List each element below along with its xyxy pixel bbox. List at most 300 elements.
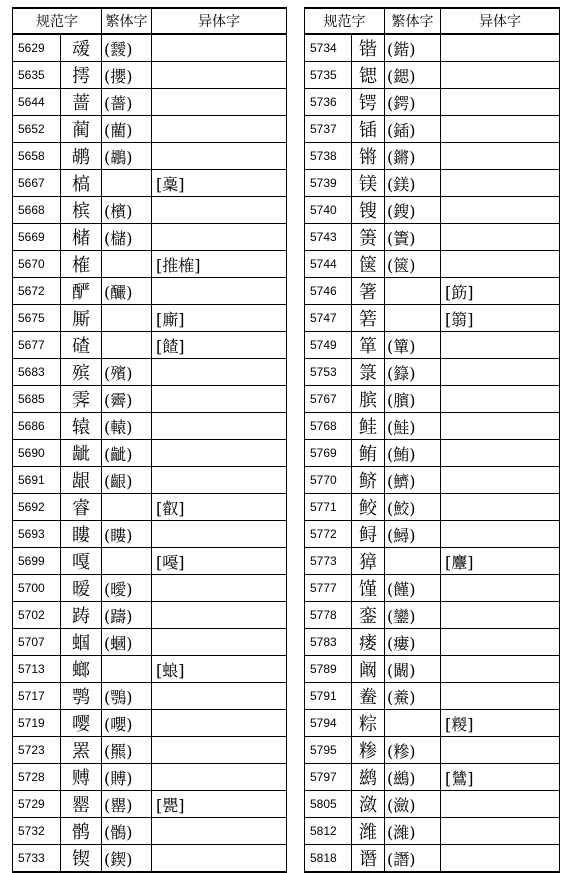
traditional-char: (釅) [102, 278, 152, 305]
variant-char [441, 683, 560, 710]
traditional-char: (殯) [102, 359, 152, 386]
traditional-char: (鏘) [385, 143, 441, 170]
table-row [305, 89, 560, 116]
table-row [13, 251, 287, 278]
variant-char [441, 197, 560, 224]
entry-number: 5686 [13, 413, 61, 440]
variant-char [441, 143, 560, 170]
entry-number: 5769 [305, 440, 352, 467]
entry-number: 5677 [13, 332, 61, 359]
traditional-char: (羆) [102, 737, 152, 764]
entry-number: 5728 [13, 764, 61, 791]
table-row [305, 683, 560, 710]
table-row [305, 440, 560, 467]
traditional-char: (鶘) [102, 143, 152, 170]
variant-char [441, 575, 560, 602]
variant-char [441, 629, 560, 656]
traditional-char: (鯗) [385, 683, 441, 710]
entry-number: 5777 [305, 575, 352, 602]
traditional-char [385, 710, 441, 737]
traditional-char: (瀲) [385, 791, 441, 818]
entry-number: 5791 [305, 683, 352, 710]
variant-char [441, 521, 560, 548]
traditional-char: (鶻) [102, 818, 152, 845]
standard-char: 踌 [61, 602, 102, 629]
entry-number: 5652 [13, 116, 61, 143]
table-row [305, 602, 560, 629]
standard-char: 暧 [61, 575, 102, 602]
table-row [13, 656, 287, 683]
traditional-char: (鎪) [385, 197, 441, 224]
variant-char: [筯] [441, 278, 560, 305]
entry-number: 5690 [13, 440, 61, 467]
entry-number: 5668 [13, 197, 61, 224]
entry-number: 5794 [305, 710, 352, 737]
traditional-char: (轅) [102, 413, 152, 440]
entry-number: 5672 [13, 278, 61, 305]
table-row [305, 548, 560, 575]
standard-char: 厮 [61, 305, 102, 332]
right-table [304, 7, 560, 873]
entry-number: 5789 [305, 656, 352, 683]
traditional-char [102, 332, 152, 359]
variant-char [441, 170, 560, 197]
entry-number: 5669 [13, 224, 61, 251]
variant-char [152, 818, 287, 845]
table-row [13, 521, 287, 548]
table-row [305, 629, 560, 656]
variant-char [152, 386, 287, 413]
entry-number: 5767 [305, 386, 352, 413]
entry-number: 5743 [305, 224, 352, 251]
table-row [305, 305, 560, 332]
variant-char [152, 143, 287, 170]
standard-char: 锼 [352, 197, 385, 224]
table-row [13, 116, 287, 143]
standard-char: 潋 [352, 791, 385, 818]
traditional-char [385, 278, 441, 305]
standard-char: 罂 [61, 791, 102, 818]
variant-char: [鷥] [441, 764, 560, 791]
entry-number: 5736 [305, 89, 352, 116]
header-traditional: 繁体字 [385, 8, 441, 34]
variant-char: [稾] [152, 170, 287, 197]
traditional-char: (鍔) [385, 89, 441, 116]
entry-number: 5812 [305, 818, 352, 845]
header-standard: 规范字 [305, 8, 385, 34]
traditional-char: (鱭) [385, 467, 441, 494]
traditional-char: (簀) [385, 224, 441, 251]
table-row [305, 62, 560, 89]
table-row [13, 89, 287, 116]
standard-char: 鹗 [61, 683, 102, 710]
traditional-char: (鱘) [385, 521, 441, 548]
traditional-char: (鑾) [385, 602, 441, 629]
traditional-char: (攖) [102, 62, 152, 89]
standard-char: 殡 [61, 359, 102, 386]
standard-char: 龈 [61, 467, 102, 494]
table-row [13, 548, 287, 575]
table-row [305, 34, 560, 62]
entry-number: 5717 [13, 683, 61, 710]
variant-char: [嘠] [152, 548, 287, 575]
table-row [305, 224, 560, 251]
standard-char: 鲚 [352, 467, 385, 494]
variant-char: [叡] [152, 494, 287, 521]
traditional-char: (闞) [385, 656, 441, 683]
traditional-char: (曖) [102, 575, 152, 602]
traditional-char: (靉) [102, 34, 152, 62]
traditional-char: (鎂) [385, 170, 441, 197]
variant-char [441, 224, 560, 251]
table-row [305, 575, 560, 602]
variant-char [441, 251, 560, 278]
variant-char [441, 62, 560, 89]
entry-number: 5732 [13, 818, 61, 845]
table-row [13, 575, 287, 602]
variant-char [441, 467, 560, 494]
standard-char: 嘤 [61, 710, 102, 737]
entry-number: 5747 [305, 305, 352, 332]
variant-char [152, 89, 287, 116]
variant-char: [麞] [441, 548, 560, 575]
table-row [305, 494, 560, 521]
table-row [13, 629, 287, 656]
table-row [305, 413, 560, 440]
standard-char: 箪 [352, 332, 385, 359]
header-row [305, 8, 560, 34]
table-row [13, 791, 287, 818]
traditional-char: (齜) [102, 440, 152, 467]
standard-char: 睿 [61, 494, 102, 521]
variant-char: [廝] [152, 305, 287, 332]
traditional-char: (鮫) [385, 494, 441, 521]
traditional-char: (鍥) [102, 845, 152, 873]
standard-char: 鹚 [352, 764, 385, 791]
table-row [13, 467, 287, 494]
standard-char: 螂 [61, 656, 102, 683]
variant-char: [餷] [152, 332, 287, 359]
entry-number: 5702 [13, 602, 61, 629]
entry-number: 5740 [305, 197, 352, 224]
entry-number: 5683 [13, 359, 61, 386]
variant-char [152, 224, 287, 251]
standard-char: 膑 [352, 386, 385, 413]
standard-char: 箧 [352, 251, 385, 278]
standard-char: 箬 [352, 305, 385, 332]
standard-char: 锸 [352, 116, 385, 143]
variant-char [441, 656, 560, 683]
entry-number: 5783 [305, 629, 352, 656]
standard-char: 鹕 [61, 143, 102, 170]
standard-char: 镁 [352, 170, 385, 197]
standard-char: 瞜 [61, 521, 102, 548]
standard-char: 霁 [61, 386, 102, 413]
table-row [13, 305, 287, 332]
entry-number: 5734 [305, 34, 352, 62]
variant-char [152, 602, 287, 629]
variant-char [441, 89, 560, 116]
standard-char: 辕 [61, 413, 102, 440]
left-table-body [13, 34, 287, 872]
traditional-char: (篋) [385, 251, 441, 278]
traditional-char: (賻) [102, 764, 152, 791]
standard-char: 锶 [352, 62, 385, 89]
standard-char: 嘎 [61, 548, 102, 575]
table-row [305, 845, 560, 873]
variant-char [152, 521, 287, 548]
entry-number: 5768 [305, 413, 352, 440]
standard-char: 鲞 [352, 683, 385, 710]
variant-char [441, 791, 560, 818]
variant-char [441, 602, 560, 629]
left-table [12, 7, 287, 873]
standard-char: 鲑 [352, 413, 385, 440]
standard-char: 碴 [61, 332, 102, 359]
table-row [13, 413, 287, 440]
header-variant: 异体字 [441, 8, 560, 34]
table-row [13, 34, 287, 62]
traditional-char: (藺) [102, 116, 152, 143]
standard-char: 酽 [61, 278, 102, 305]
table-row [13, 764, 287, 791]
entry-number: 5795 [305, 737, 352, 764]
table-row [13, 818, 287, 845]
variant-char [152, 413, 287, 440]
entry-number: 5771 [305, 494, 352, 521]
table-row [305, 764, 560, 791]
entry-number: 5778 [305, 602, 352, 629]
traditional-char: (臏) [385, 386, 441, 413]
entry-number: 5723 [13, 737, 61, 764]
standard-char: 銮 [352, 602, 385, 629]
standard-char: 鲛 [352, 494, 385, 521]
entry-number: 5805 [305, 791, 352, 818]
entry-number: 5691 [13, 467, 61, 494]
table-row [305, 737, 560, 764]
traditional-char: (嚶) [102, 710, 152, 737]
entry-number: 5746 [305, 278, 352, 305]
traditional-char [102, 305, 152, 332]
entry-number: 5629 [13, 34, 61, 62]
table-row [305, 791, 560, 818]
traditional-char [385, 305, 441, 332]
standard-char: 槠 [61, 224, 102, 251]
standard-char: 鲔 [352, 440, 385, 467]
standard-char: 槁 [61, 170, 102, 197]
entry-number: 5753 [305, 359, 352, 386]
standard-char: 蝈 [61, 629, 102, 656]
table-row [13, 197, 287, 224]
entry-number: 5685 [13, 386, 61, 413]
traditional-char: (糝) [385, 737, 441, 764]
variant-char [441, 494, 560, 521]
entry-number: 5692 [13, 494, 61, 521]
variant-char [441, 737, 560, 764]
traditional-char: (饉) [385, 575, 441, 602]
right-table-body [305, 34, 560, 872]
variant-char [152, 629, 287, 656]
entry-number: 5744 [305, 251, 352, 278]
entry-number: 5770 [305, 467, 352, 494]
variant-char [152, 575, 287, 602]
standard-char: 箦 [352, 224, 385, 251]
variant-char [152, 683, 287, 710]
traditional-char: (蟈) [102, 629, 152, 656]
traditional-char [102, 656, 152, 683]
variant-char [441, 818, 560, 845]
table-row [305, 251, 560, 278]
table-row [13, 359, 287, 386]
table-row [305, 278, 560, 305]
traditional-char: (齦) [102, 467, 152, 494]
entry-number: 5749 [305, 332, 352, 359]
table-row [305, 818, 560, 845]
variant-char [441, 845, 560, 873]
entry-number: 5644 [13, 89, 61, 116]
traditional-char: (簞) [385, 332, 441, 359]
table-row [13, 332, 287, 359]
standard-char: 潍 [352, 818, 385, 845]
standard-char: 锲 [61, 845, 102, 873]
entry-number: 5658 [13, 143, 61, 170]
traditional-char: (譖) [385, 845, 441, 873]
entry-number: 5739 [305, 170, 352, 197]
standard-char: 叆 [61, 34, 102, 62]
table-row [13, 494, 287, 521]
table-row [305, 332, 560, 359]
traditional-char: (籙) [385, 359, 441, 386]
standard-char: 粽 [352, 710, 385, 737]
standard-char: 馑 [352, 575, 385, 602]
variant-char [152, 737, 287, 764]
entry-number: 5738 [305, 143, 352, 170]
header-row [13, 8, 287, 34]
variant-char: [甖] [152, 791, 287, 818]
entry-number: 5667 [13, 170, 61, 197]
traditional-char: (霽) [102, 386, 152, 413]
traditional-char: (瞜) [102, 521, 152, 548]
entry-number: 5719 [13, 710, 61, 737]
entry-number: 5729 [13, 791, 61, 818]
table-row [13, 602, 287, 629]
traditional-char: (鷀) [385, 764, 441, 791]
traditional-char: (躊) [102, 602, 152, 629]
table-row [305, 170, 560, 197]
traditional-char: (檳) [102, 197, 152, 224]
standard-char: 鲟 [352, 521, 385, 548]
traditional-char [385, 548, 441, 575]
table-row [13, 62, 287, 89]
variant-char: [篛] [441, 305, 560, 332]
variant-char [152, 845, 287, 873]
standard-char: 瘘 [352, 629, 385, 656]
entry-number: 5700 [13, 575, 61, 602]
entry-number: 5713 [13, 656, 61, 683]
standard-char: 锵 [352, 143, 385, 170]
table-row [13, 845, 287, 873]
standard-char: 蔺 [61, 116, 102, 143]
header-traditional: 繁体字 [102, 8, 152, 34]
table-row [305, 467, 560, 494]
entry-number: 5675 [13, 305, 61, 332]
header-variant: 异体字 [152, 8, 287, 34]
table-row [305, 521, 560, 548]
entry-number: 5818 [305, 845, 352, 873]
entry-number: 5707 [13, 629, 61, 656]
traditional-char [102, 170, 152, 197]
entry-number: 5699 [13, 548, 61, 575]
variant-char [441, 359, 560, 386]
traditional-char: (罌) [102, 791, 152, 818]
entry-number: 5693 [13, 521, 61, 548]
traditional-char: (鍇) [385, 34, 441, 62]
table-row [13, 143, 287, 170]
variant-char [152, 62, 287, 89]
table-row [305, 116, 560, 143]
traditional-char: (鶚) [102, 683, 152, 710]
entry-number: 5735 [305, 62, 352, 89]
table-row [13, 170, 287, 197]
standard-char: 蔷 [61, 89, 102, 116]
traditional-char [102, 494, 152, 521]
traditional-char: (鍤) [385, 116, 441, 143]
variant-char: [推榷] [152, 251, 287, 278]
traditional-char [102, 251, 152, 278]
header-standard: 规范字 [13, 8, 102, 34]
entry-number: 5772 [305, 521, 352, 548]
standard-char: 獐 [352, 548, 385, 575]
variant-char [441, 34, 560, 62]
variant-char [152, 116, 287, 143]
variant-char [152, 359, 287, 386]
variant-char [152, 764, 287, 791]
table-row [13, 737, 287, 764]
variant-char: [蜋] [152, 656, 287, 683]
table-row [305, 359, 560, 386]
standard-char: 箓 [352, 359, 385, 386]
traditional-char: (鮭) [385, 413, 441, 440]
table-row [13, 386, 287, 413]
entry-number: 5737 [305, 116, 352, 143]
standard-char: 锴 [352, 34, 385, 62]
table-row [13, 278, 287, 305]
variant-char [441, 332, 560, 359]
variant-char [441, 116, 560, 143]
table-row [13, 224, 287, 251]
standard-char: 箸 [352, 278, 385, 305]
table-row [13, 683, 287, 710]
table-row [305, 656, 560, 683]
variant-char [152, 197, 287, 224]
standard-char: 谮 [352, 845, 385, 873]
variant-char [441, 440, 560, 467]
traditional-char [102, 548, 152, 575]
traditional-char: (濰) [385, 818, 441, 845]
entry-number: 5773 [305, 548, 352, 575]
variant-char [152, 467, 287, 494]
traditional-char: (鮪) [385, 440, 441, 467]
table-row [13, 710, 287, 737]
standard-char: 锷 [352, 89, 385, 116]
standard-char: 赙 [61, 764, 102, 791]
standard-char: 糁 [352, 737, 385, 764]
table-row [305, 143, 560, 170]
entry-number: 5635 [13, 62, 61, 89]
table-row [13, 440, 287, 467]
traditional-char: (瘻) [385, 629, 441, 656]
entry-number: 5670 [13, 251, 61, 278]
